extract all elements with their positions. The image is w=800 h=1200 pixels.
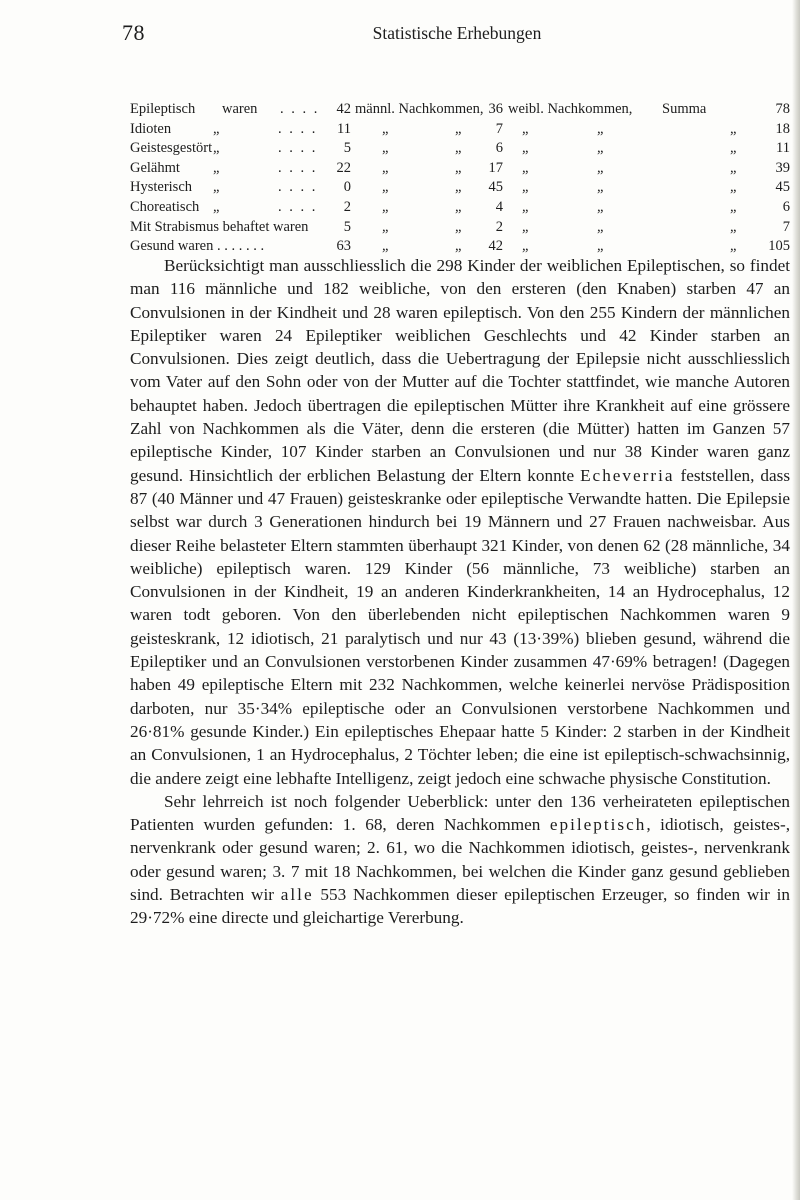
ditto-mark: „ bbox=[730, 198, 737, 215]
male-count: 42 bbox=[336, 101, 351, 117]
ditto-mark: „ bbox=[455, 218, 462, 235]
female-count: 7 bbox=[495, 120, 503, 137]
ditto-mark: „ bbox=[597, 120, 604, 137]
total-count: 6 bbox=[782, 198, 790, 215]
ditto-mark: „ bbox=[522, 140, 529, 157]
row-label: Idioten bbox=[130, 120, 172, 137]
male-count: 22 bbox=[336, 159, 351, 176]
row-word: „ bbox=[213, 140, 220, 157]
ditto-mark: „ bbox=[522, 218, 529, 235]
sum-label: Summa bbox=[662, 101, 707, 117]
paragraph-text: Berücksichtigt man ausschliesslich die 298 Kinder der weiblichen Epileptischen, so findet man 116 männliche und 182 weibliche, von den ersteren (den Knaben) starben 47 an Convulsionen in der Kindheit und 28 waren epileptisch. Von den 255 Kindern der männlichen Epileptiker waren 24 Epileptiker weiblichen Geschlechts und 42 Kinder starben an Convulsionen. Dies zeigt deutlich, dass die Uebertragung der Epilepsie nicht ausschliesslich vom Vater auf den Sohn oder von der Mutter auf die Tochter stattfindet, wie manche Autoren behauptet haben. Jedoch übertragen die epileptischen Mütter ihre Krankheit auf eine grössere Zahl von Nachkommen als die Väter, denn die ersteren (die Mütter) hatten im Ganzen 57 epileptische Kinder, 107 Kinder starben an Convulsionen und nur 38 Kinder waren ganz gesund. Hinsichtlich der erblichen Belastung der Eltern konnte bbox=[130, 256, 790, 485]
row-dots: . . . . bbox=[278, 198, 318, 215]
total-count: 45 bbox=[775, 179, 790, 196]
ditto-mark: „ bbox=[522, 179, 529, 196]
row-dots: . . . . bbox=[278, 140, 318, 157]
ditto-mark: „ bbox=[730, 238, 737, 255]
row-label: Gelähmt bbox=[130, 159, 180, 176]
male-count: 5 bbox=[343, 140, 351, 157]
ditto-mark: „ bbox=[730, 140, 737, 157]
table-row bbox=[130, 120, 792, 140]
row-dots: . . . . bbox=[280, 101, 320, 117]
row-dots: . . . . bbox=[278, 120, 318, 137]
row-label: Geistesgestört bbox=[130, 140, 213, 157]
total-count: 18 bbox=[775, 120, 790, 137]
row-word: „ bbox=[213, 120, 220, 137]
row-label: Choreatisch bbox=[130, 198, 200, 215]
row-label: Hysterisch bbox=[130, 179, 193, 196]
ditto-mark: „ bbox=[597, 140, 604, 157]
row-word: „ bbox=[213, 198, 220, 215]
row-word: „ bbox=[213, 179, 220, 196]
row-label: Epileptisch bbox=[130, 101, 196, 117]
emphasized-word: epileptisch bbox=[549, 815, 647, 835]
ditto-mark: „ bbox=[455, 120, 462, 137]
female-count: 6 bbox=[495, 140, 503, 157]
male-count: 2 bbox=[343, 198, 351, 215]
row-dots: . . . . bbox=[278, 179, 318, 196]
table-row bbox=[130, 139, 792, 159]
paragraph-text: , idiotisch, geistes-, nervenkrank oder gesund waren; 2. 61, wo die Nachkommen idiotisch, geistes-, nervenkrank oder gesund waren; 3. 7 mit 18 Nachkommen, bei welchen die Kinder ganz gesund geblieben sind. Betrachten wir bbox=[130, 815, 791, 905]
row-word: „ bbox=[213, 159, 220, 176]
body-text bbox=[130, 254, 790, 930]
total-count: 11 bbox=[776, 140, 790, 157]
female-count: 2 bbox=[495, 218, 503, 235]
table-row bbox=[130, 159, 792, 179]
total-count: 39 bbox=[775, 159, 790, 176]
total-count: 105 bbox=[768, 238, 790, 255]
male-count: 11 bbox=[337, 120, 351, 137]
ditto-mark: „ bbox=[455, 179, 462, 196]
page-edge-shadow bbox=[792, 0, 800, 1200]
ditto-mark: „ bbox=[522, 198, 529, 215]
ditto-mark: „ bbox=[455, 159, 462, 176]
ditto-mark: „ bbox=[382, 238, 389, 255]
ditto-mark: „ bbox=[455, 238, 462, 255]
male-count: 5 bbox=[343, 218, 351, 235]
ditto-mark: „ bbox=[522, 238, 529, 255]
male-label: männl. Nachkommen, bbox=[355, 101, 484, 117]
ditto-mark: „ bbox=[730, 179, 737, 196]
total-count: 7 bbox=[782, 218, 790, 235]
ditto-mark: „ bbox=[382, 179, 389, 196]
ditto-mark: „ bbox=[455, 140, 462, 157]
ditto-mark: „ bbox=[597, 238, 604, 255]
female-label: weibl. Nachkommen, bbox=[508, 101, 633, 117]
table-row bbox=[130, 218, 792, 238]
male-count: 63 bbox=[336, 238, 351, 255]
row-label: Gesund waren . . . . . . . bbox=[130, 238, 265, 255]
page-number: 78 bbox=[122, 20, 145, 45]
ditto-mark: „ bbox=[730, 218, 737, 235]
ditto-mark: „ bbox=[382, 198, 389, 215]
row-word: waren bbox=[222, 101, 258, 117]
table-header-row bbox=[130, 100, 792, 120]
female-count: 17 bbox=[488, 159, 503, 176]
paragraph-text: 553 Nachkommen dieser epileptischen Erzeuger, so finden wir in 29·72% eine directe und gleichartige Vererbung. bbox=[130, 885, 791, 928]
ditto-mark: „ bbox=[382, 159, 389, 176]
female-count: 4 bbox=[495, 198, 503, 215]
female-count: 42 bbox=[488, 238, 503, 255]
ditto-mark: „ bbox=[730, 120, 737, 137]
ditto-mark: „ bbox=[382, 218, 389, 235]
ditto-mark: „ bbox=[455, 198, 462, 215]
paragraph bbox=[130, 254, 790, 790]
ditto-mark: „ bbox=[597, 218, 604, 235]
table-row bbox=[130, 178, 792, 198]
ditto-mark: „ bbox=[522, 120, 529, 137]
running-title: Statistische Erhebungen bbox=[372, 23, 542, 43]
total-count: 78 bbox=[775, 101, 790, 117]
page-header bbox=[122, 20, 792, 50]
author-name: Echeverria bbox=[580, 465, 675, 485]
female-count: 45 bbox=[488, 179, 503, 196]
paragraph bbox=[130, 790, 790, 930]
row-label: Mit Strabismus behaftet waren bbox=[130, 218, 309, 235]
ditto-mark: „ bbox=[597, 159, 604, 176]
paragraph-text: feststellen, dass 87 (40 Männer und 47 Frauen) geisteskranke oder epileptische Verwandte hatten. Die Epilepsie selbst war durch 3 Generationen hindurch bei 19 Männern und 27 Frauen nachweisbar. Aus dieser Reihe belasteter Eltern stammten überhaupt 321 Kinder, von denen 62 (28 männliche, 34 weibliche) epileptisch waren. 129 Kinder (56 männliche, 73 weibliche) starben an Convulsionen in der Kindheit, 19 an anderen Kinderkrankheiten, 14 an Hydrocephalus, 12 waren todt geboren. Von den überlebenden nicht epileptischen Nachkommen waren 9 geisteskrank, 12 idiotisch, 21 paralytisch und nur 43 (13·39%) blieben gesund, während die Epileptiker und an Convulsionen verstorbenen Kinder zusammen 47·69% betragen! (Dagegen haben 49 epileptische Eltern mit 232 Nachkommen, welche keinerlei nervöse Prädisposition darboten, nur 35·34% epileptische oder an Convulsionen verstorbene Nachkommen und 26·81% gesunde Kinder.) Ein epileptisches Ehepaar hatte 5 Kinder: 2 starben in der Kindheit an Convulsionen, 1 an Hydrocephalus, 2 Töchter leben; die eine ist epileptisch-schwachsinnig, die andere zeigt eine lebhafte Intelligenz, zeigt jedoch eine schwache physische Constitution. bbox=[130, 465, 791, 788]
ditto-mark: „ bbox=[597, 198, 604, 215]
ditto-mark: „ bbox=[730, 159, 737, 176]
row-dots: . . . . bbox=[278, 159, 318, 176]
emphasized-word: alle bbox=[280, 885, 314, 905]
paragraph-text: Sehr lehrreich ist noch folgender Ueberblick: unter den 136 verheirateten epileptischen Patienten wurden gefunden: 1. 68, deren Nachkommen bbox=[130, 791, 790, 835]
ditto-mark: „ bbox=[522, 159, 529, 176]
ditto-mark: „ bbox=[382, 140, 389, 157]
table-row bbox=[130, 198, 792, 218]
statistics-table bbox=[130, 100, 792, 257]
ditto-mark: „ bbox=[382, 120, 389, 137]
male-count: 0 bbox=[343, 179, 351, 196]
female-count: 36 bbox=[488, 101, 503, 117]
ditto-mark: „ bbox=[597, 179, 604, 196]
